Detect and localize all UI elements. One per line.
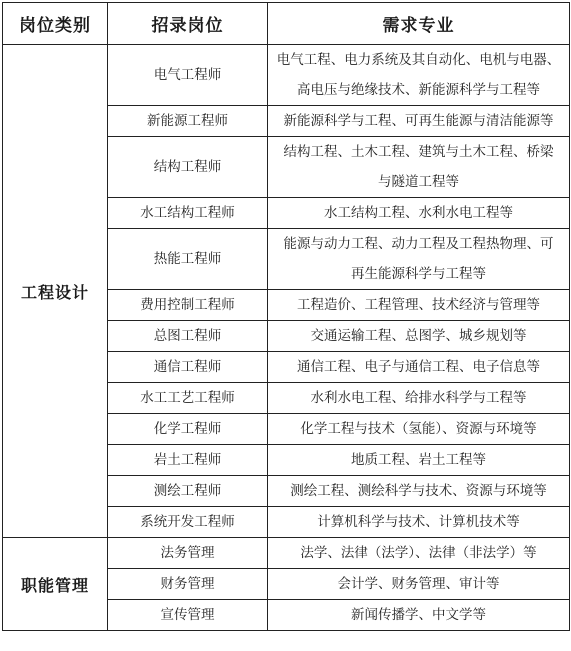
majors-line: 化学工程与技术（氢能）、资源与环境等 xyxy=(300,421,537,437)
position-cell: 总图工程师 xyxy=(108,321,268,352)
majors-line: 法学、法律（法学）、法律（非法学）等 xyxy=(300,545,537,561)
table-row xyxy=(3,538,570,569)
majors-cell xyxy=(268,507,570,538)
majors-cell xyxy=(268,352,570,383)
majors-cell xyxy=(268,445,570,476)
majors-line: 测绘工程、测绘科学与技术、资源与环境等 xyxy=(290,483,547,499)
position-cell: 水工结构工程师 xyxy=(108,198,268,229)
majors-cell xyxy=(268,383,570,414)
majors-cell xyxy=(268,538,570,569)
majors-cell xyxy=(268,106,570,137)
majors-line: 与隧道工程等 xyxy=(378,174,459,190)
header-position: 招录岗位 xyxy=(108,3,268,45)
table-row xyxy=(3,45,570,106)
majors-cell xyxy=(268,321,570,352)
position-cell: 结构工程师 xyxy=(108,137,268,198)
majors-cell xyxy=(268,137,570,198)
position-cell: 测绘工程师 xyxy=(108,476,268,507)
majors-cell xyxy=(268,290,570,321)
majors-line: 水利水电工程、给排水科学与工程等 xyxy=(310,390,527,406)
position-cell: 法务管理 xyxy=(108,538,268,569)
category-cell: 工程设计 xyxy=(3,45,108,538)
majors-line: 高电压与绝缘技术、新能源科学与工程等 xyxy=(297,82,540,98)
majors-line: 能源与动力工程、动力工程及工程热物理、可 xyxy=(283,236,554,252)
position-cell: 财务管理 xyxy=(108,569,268,600)
majors-cell xyxy=(268,600,570,631)
majors-line: 电气工程、电力系统及其自动化、电机与电器、 xyxy=(276,52,561,68)
position-cell: 通信工程师 xyxy=(108,352,268,383)
position-cell: 费用控制工程师 xyxy=(108,290,268,321)
header-category: 岗位类别 xyxy=(3,3,108,45)
majors-line: 计算机科学与技术、计算机技术等 xyxy=(317,514,520,530)
position-cell: 系统开发工程师 xyxy=(108,507,268,538)
majors-line: 工程造价、工程管理、技术经济与管理等 xyxy=(297,297,540,313)
majors-line: 新闻传播学、中文学等 xyxy=(351,607,486,623)
category-cell: 职能管理 xyxy=(3,538,108,631)
position-cell: 宣传管理 xyxy=(108,600,268,631)
majors-line: 结构工程、土木工程、建筑与土木工程、桥梁 xyxy=(283,144,554,160)
majors-line: 水工结构工程、水利水电工程等 xyxy=(324,205,513,221)
majors-line: 新能源科学与工程、可再生能源与清洁能源等 xyxy=(283,113,554,129)
table-header xyxy=(3,3,570,45)
position-cell: 电气工程师 xyxy=(108,45,268,106)
header-majors: 需求专业 xyxy=(268,3,570,45)
majors-cell xyxy=(268,569,570,600)
position-cell: 水工工艺工程师 xyxy=(108,383,268,414)
position-cell: 新能源工程师 xyxy=(108,106,268,137)
recruitment-table xyxy=(2,2,570,631)
majors-cell xyxy=(268,476,570,507)
majors-line: 会计学、财务管理、审计等 xyxy=(337,576,500,592)
majors-cell xyxy=(268,229,570,290)
majors-line: 通信工程、电子与通信工程、电子信息等 xyxy=(297,359,540,375)
position-cell: 岩土工程师 xyxy=(108,445,268,476)
header-row xyxy=(3,3,570,45)
position-cell: 化学工程师 xyxy=(108,414,268,445)
table-body xyxy=(3,45,570,631)
position-cell: 热能工程师 xyxy=(108,229,268,290)
majors-cell xyxy=(268,414,570,445)
majors-line: 交通运输工程、总图学、城乡规划等 xyxy=(310,328,527,344)
majors-line: 地质工程、岩土工程等 xyxy=(351,452,486,468)
majors-cell xyxy=(268,198,570,229)
majors-cell xyxy=(268,45,570,106)
majors-line: 再生能源科学与工程等 xyxy=(351,266,486,282)
